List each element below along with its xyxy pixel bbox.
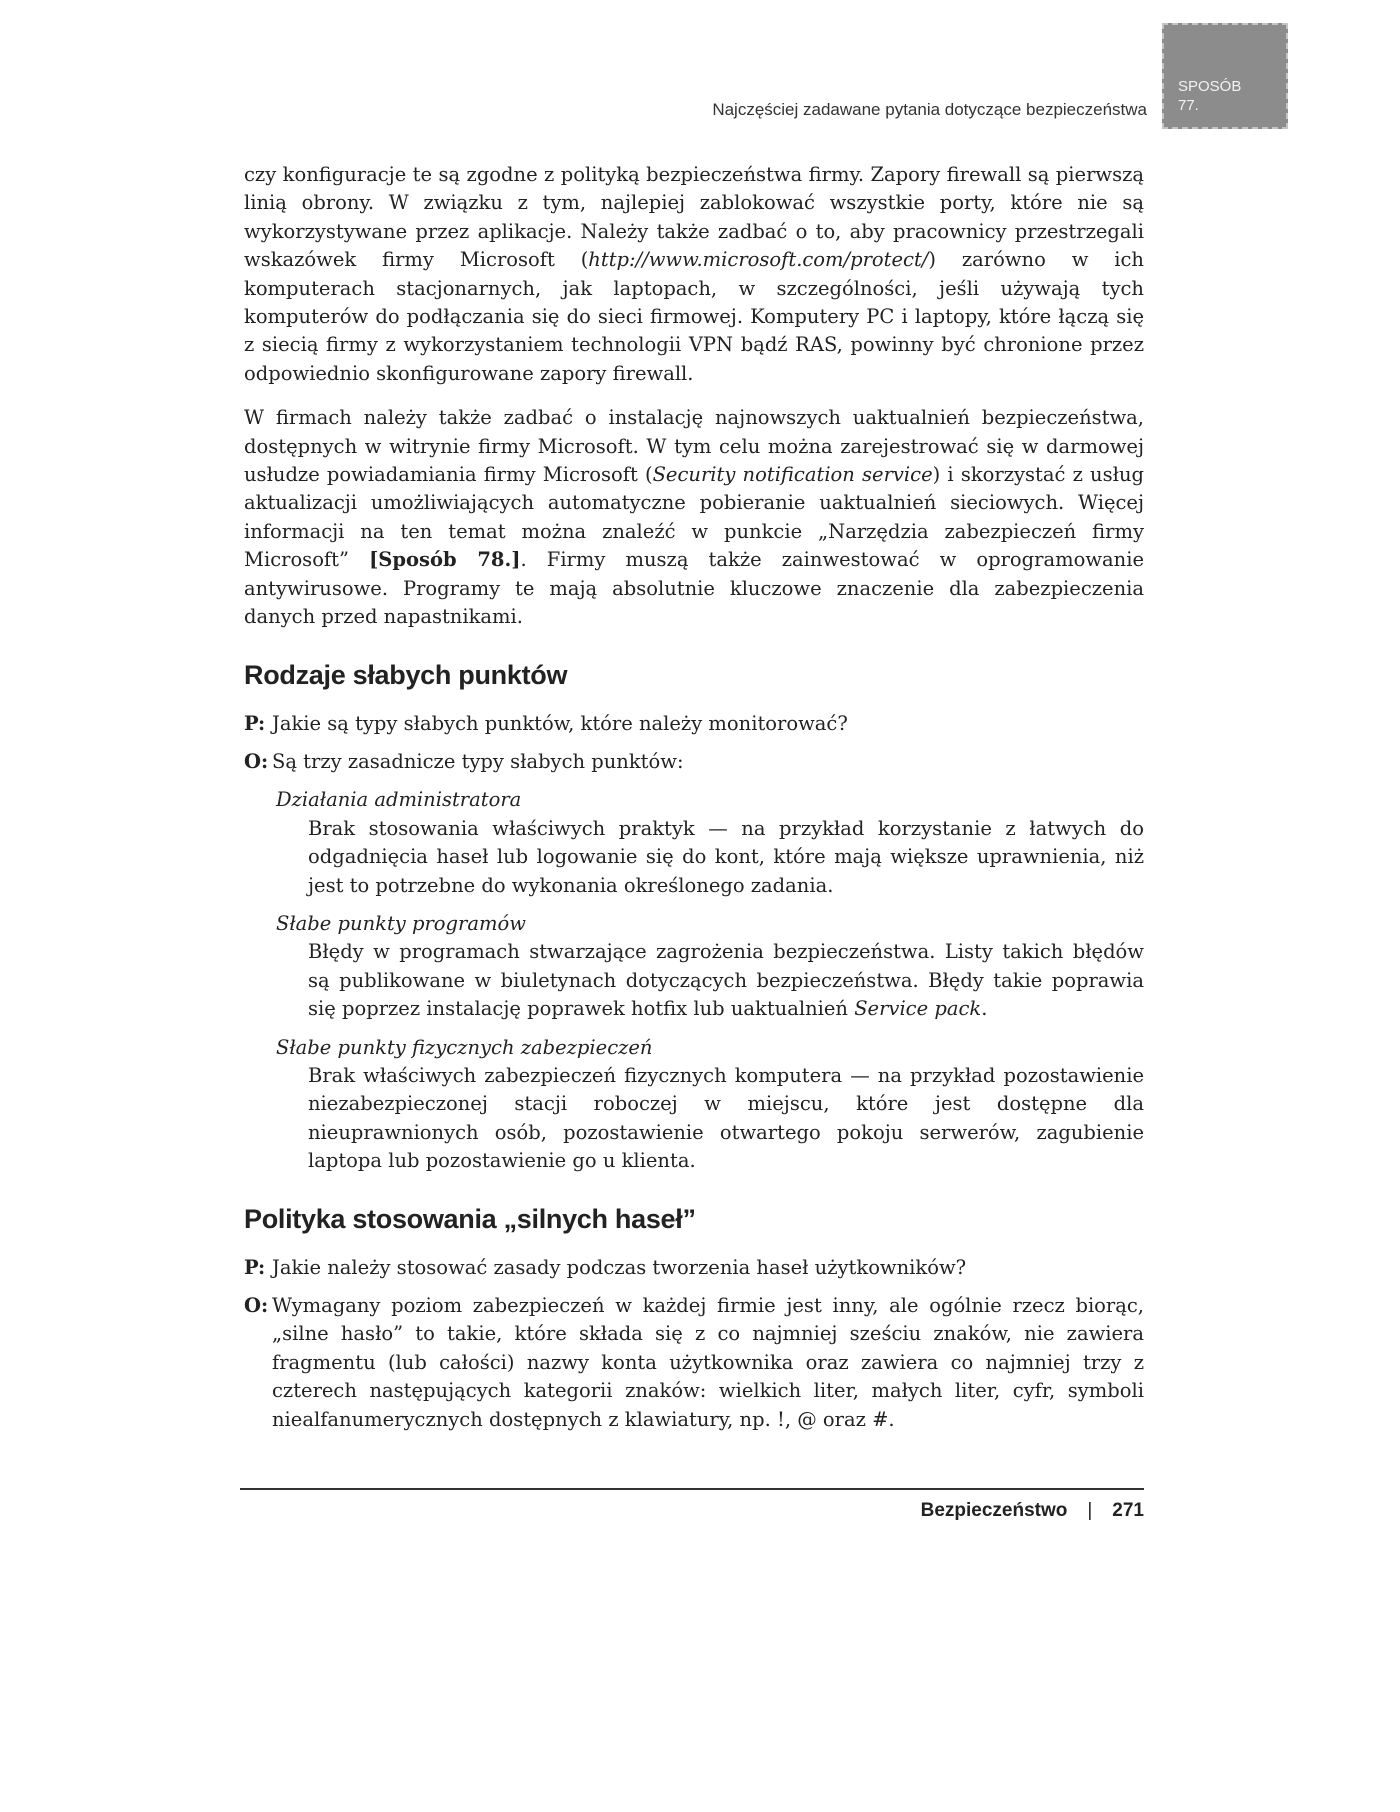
term-software-weaknesses: Słabe punkty programów xyxy=(276,911,526,935)
hack-tab-label xyxy=(1178,77,1241,115)
page-number: 271 xyxy=(1112,1500,1144,1521)
definition-italic: Service pack xyxy=(854,997,982,1021)
running-header: Najczęściej zadawane pytania dotyczące bezpieczeństwa xyxy=(712,100,1147,119)
microsoft-protect-url: http://www.microsoft.com/protect/ xyxy=(588,248,929,272)
paragraph-text: ) i skorzystać z usług aktualizacji umożliwiających automatyczne pobieranie uaktualnień sieciowych. Więcej informacji na ten temat można znaleźć w punkcie „Narzędzia zabezpieczeń firmy Microsoft” xyxy=(244,463,1144,572)
term-physical-security: Słabe punkty fizycznych zabezpieczeń xyxy=(276,1035,653,1059)
answer-text: Wymagany poziom zabezpieczeń w każdej firmie jest inny, ale ogólnie rzecz biorąc, „silne hasło” to takie, które składa się z co najmniej sześciu znaków, nie zawiera fragmentu (lub całości) nazwy konta użytkownika oraz zawiera co najmniej trzy z czterech następujących kategorii znaków: wielkich liter, małych liter, cyfr, symboli niealfanumerycznych dostępnych z klawiatury, np. !, @ oraz #. xyxy=(272,1294,1144,1431)
question xyxy=(244,710,1144,738)
definition-text: . xyxy=(981,997,988,1021)
definition-physical-security: Brak właściwych zabezpieczeń fizycznych komputera — na przykład pozostawienie niezabezpieczonej stacji roboczej w miejscu, które jest dostępne dla nieuprawnionych osób, pozostawienie otwartego pokoju serwerów, zagubienie laptopa lub pozostawienie go u klienta. xyxy=(308,1063,1144,1173)
hack-tab xyxy=(1162,23,1288,129)
question-label: P: xyxy=(244,1255,266,1279)
answer xyxy=(244,1292,1144,1434)
paragraph-text: . Firmy muszą także zainwestować w oprogramowanie antywirusowe. Programy te mają absolutnie kluczowe znaczenie dla zabezpieczenia danych przed napastnikami. xyxy=(244,548,1144,629)
answer-label: O: xyxy=(244,1294,269,1317)
section-heading-strong-passwords: Polityka stosowania „silnych haseł” xyxy=(244,1203,696,1234)
service-name: Security notification service xyxy=(652,463,933,487)
definition-software-weaknesses xyxy=(308,938,1144,1023)
footer-separator: | xyxy=(1087,1500,1093,1521)
answer-label: O: xyxy=(244,749,269,773)
footer-rule xyxy=(240,1488,1144,1490)
hack-tab-number: 77. xyxy=(1178,97,1199,114)
question xyxy=(244,1254,1144,1282)
question-text: Jakie są typy słabych punktów, które należy monitorować? xyxy=(272,711,848,735)
paragraph-firewall xyxy=(244,161,1144,388)
definition-admin-actions: Brak stosowania właściwych praktyk — na przykład korzystanie z łatwych do odgadnięcia haseł lub logowanie się do kont, które mają większe uprawnienia, niż jest to potrzebne do wykonania określonego zadania. xyxy=(308,816,1144,897)
term-admin-actions: Działania administratora xyxy=(276,788,522,812)
cross-reference: [Sposób 78.] xyxy=(369,548,521,572)
paragraph-text: ) zarówno w ich komputerach stacjonarnych, jak laptopach, w szczególności, jeśli używają tych komputerów do podłączania się do sieci firmowej. Komputery PC i laptopy, które łączą się z siecią firmy z wykorzystaniem technologii VPN bądź RAS, powinny być chronione przez odpowiednio skonfigurowane zapory firewall. xyxy=(244,248,1144,385)
hack-tab-word: SPOSÓB xyxy=(1178,78,1242,95)
section-heading-weak-points: Rodzaje słabych punktów xyxy=(244,659,568,690)
question-label: P: xyxy=(244,711,266,735)
answer xyxy=(244,748,1144,776)
question-text: Jakie należy stosować zasady podczas tworzenia haseł użytkowników? xyxy=(272,1255,967,1279)
paragraph-text: W firmach należy także zadbać o instalację najnowszych uaktualnień bezpieczeństwa, dostępnych w witrynie firmy Microsoft. W tym celu można zarejestrować się w darmowej usłudze powiadamiania firmy Microsoft ( xyxy=(244,406,1144,487)
answer-text: Są trzy zasadnicze typy słabych punktów: xyxy=(272,749,684,773)
definition-text: Błędy w programach stwarzające zagrożenia bezpieczeństwa. Listy takich błędów są publikowane w biuletynach dotyczących bezpieczeństwa. Błędy takie poprawia się poprzez instalację poprawek hotfix lub uaktualnień xyxy=(308,940,1144,1021)
paragraph-text: czy konfiguracje te są zgodne z polityką bezpieczeństwa firmy. Zapory firewall są pierwszą linią obrony. W związku z tym, najlepiej zablokować wszystkie porty, które nie są wykorzystywane przez aplikacje. Należy także zadbać o to, aby pracownicy przestrzegali wskazówek firmy Microsoft ( xyxy=(244,163,1144,272)
main-content xyxy=(244,161,1144,1444)
footer-chapter-title: Bezpieczeństwo xyxy=(920,1500,1068,1521)
paragraph-updates xyxy=(244,404,1144,631)
page-footer xyxy=(921,1500,1144,1522)
